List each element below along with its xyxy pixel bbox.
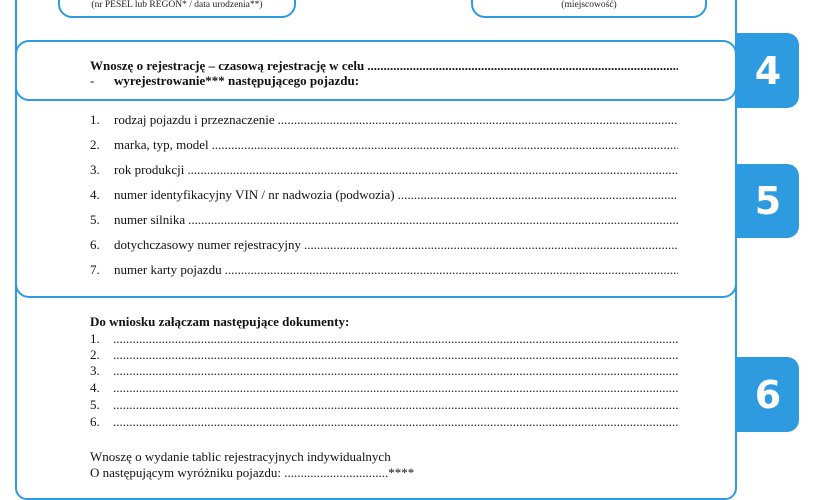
engine-number-field[interactable] (188, 212, 678, 228)
distinguishing-mark-line (90, 465, 414, 481)
vin-label: numer identyfikacyjny VIN / nr nadwozia (podwozia) (114, 187, 395, 202)
row-number: 7. (90, 262, 100, 277)
production-year-field[interactable] (187, 162, 678, 178)
row-number: 1. (90, 112, 100, 127)
section-6-tab: 6 (737, 357, 799, 432)
vehicle-type-field[interactable] (278, 112, 678, 128)
attachment-row[interactable] (90, 397, 678, 413)
row-number: 3. (90, 162, 100, 177)
row-number: 4. (90, 187, 100, 202)
deregistration-line (90, 73, 359, 89)
row-number: 5. (90, 397, 100, 412)
row-number: 4. (90, 380, 100, 395)
footnote-marker: **** (388, 465, 415, 480)
vehicle-field-row[interactable] (90, 237, 678, 253)
row-number: 3. (90, 363, 100, 378)
row-number: 6. (90, 237, 100, 252)
attachment-field[interactable] (113, 414, 678, 430)
make-model-label: marka, typ, model (114, 137, 209, 152)
registration-request-text: Wnoszę o rejestrację – czasową rejestrację w celu (90, 58, 365, 73)
row-number: 1. (90, 331, 100, 346)
section-5-tab: 5 (737, 164, 799, 238)
previous-plate-label: dotychczasowy numer rejestracyjny (114, 237, 301, 252)
vehicle-card-field[interactable] (225, 262, 678, 278)
distinguishing-mark-field[interactable]: ................................ (284, 465, 389, 480)
attachment-field[interactable] (113, 397, 678, 413)
vehicle-field-row[interactable] (90, 212, 678, 228)
attachment-row[interactable] (90, 331, 678, 347)
pesel-regon-field[interactable] (58, 0, 296, 18)
vehicle-field-row[interactable] (90, 262, 678, 278)
engine-number-label: numer silnika (114, 212, 186, 227)
registration-purpose-field[interactable] (367, 58, 678, 74)
attachment-field[interactable] (113, 380, 678, 396)
vehicle-field-row[interactable] (90, 112, 678, 128)
row-number: 5. (90, 212, 100, 227)
deregistration-text: wyrejestrowanie*** następującego pojazdu: (114, 73, 360, 88)
attachment-row[interactable] (90, 347, 678, 363)
dash: - (90, 73, 95, 88)
place-field[interactable] (471, 0, 707, 18)
attachment-field[interactable] (113, 363, 678, 379)
attachments-heading: Do wniosku załączam następujące dokumenty: (90, 314, 350, 329)
vehicle-type-label: rodzaj pojazdu i przeznaczenie (114, 112, 275, 127)
vehicle-field-row[interactable] (90, 187, 678, 203)
row-number: 2. (90, 137, 100, 152)
vehicle-field-row[interactable] (90, 162, 678, 178)
individual-plates-text: Wnoszę o wydanie tablic rejestracyjnych indywidualnych (90, 449, 391, 464)
attachment-row[interactable] (90, 363, 678, 379)
section-4-tab: 4 (737, 33, 799, 108)
attachment-field[interactable] (113, 347, 678, 363)
pesel-regon-caption: (nr PESEL lub REGON* / data urodzenia**) (91, 0, 263, 10)
previous-plate-field[interactable] (304, 237, 678, 253)
vehicle-field-row[interactable] (90, 137, 678, 153)
attachment-row[interactable] (90, 380, 678, 396)
attachment-field[interactable] (113, 331, 678, 347)
row-number: 6. (90, 414, 100, 429)
distinguishing-mark-label: O następującym wyróżniku pojazdu: (90, 465, 281, 480)
vehicle-card-label: numer karty pojazdu (114, 262, 222, 277)
make-model-field[interactable] (212, 137, 678, 153)
attachment-row[interactable] (90, 414, 678, 430)
registration-request-line[interactable] (90, 58, 678, 74)
vin-field[interactable] (398, 187, 678, 203)
row-number: 2. (90, 347, 100, 362)
production-year-label: rok produkcji (114, 162, 185, 177)
place-caption: (miejscowość) (561, 0, 617, 10)
